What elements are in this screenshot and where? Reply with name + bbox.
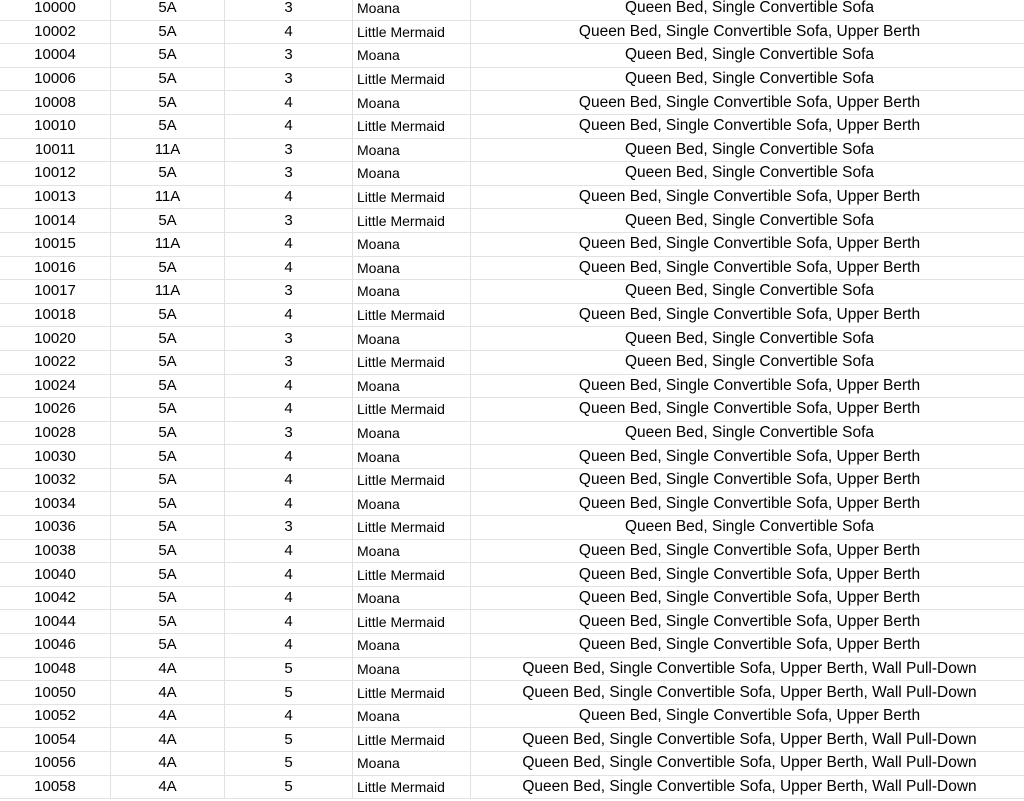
cell-cabin-number[interactable]: 10036 bbox=[0, 516, 111, 540]
table-row bbox=[0, 421, 1024, 445]
cell-occupancy[interactable]: 3 bbox=[225, 0, 353, 20]
cell-bedding[interactable]: Queen Bed, Single Convertible Sofa, Upper Berth bbox=[471, 445, 1024, 469]
cell-ship[interactable]: Moana bbox=[353, 445, 471, 469]
cell-occupancy[interactable]: 3 bbox=[225, 138, 353, 162]
cell-category[interactable]: 5A bbox=[111, 0, 225, 20]
cell-bedding[interactable]: Queen Bed, Single Convertible Sofa, Upper Berth, Wall Pull-Down bbox=[471, 728, 1024, 752]
cell-bedding[interactable]: Queen Bed, Single Convertible Sofa, Upper Berth bbox=[471, 232, 1024, 256]
cell-occupancy[interactable]: 5 bbox=[225, 681, 353, 705]
cell-occupancy[interactable]: 4 bbox=[225, 634, 353, 658]
cell-cabin-number[interactable]: 10030 bbox=[0, 445, 111, 469]
cell-category[interactable]: 5A bbox=[111, 610, 225, 634]
cell-occupancy[interactable]: 4 bbox=[225, 256, 353, 280]
cell-category[interactable]: 4A bbox=[111, 752, 225, 776]
cell-ship[interactable]: Little Mermaid bbox=[353, 209, 471, 233]
cell-category[interactable]: 5A bbox=[111, 445, 225, 469]
cell-ship[interactable]: Moana bbox=[353, 492, 471, 516]
table-row bbox=[0, 350, 1024, 374]
cell-occupancy[interactable]: 4 bbox=[225, 232, 353, 256]
cell-bedding[interactable]: Queen Bed, Single Convertible Sofa, Upper Berth, Wall Pull-Down bbox=[471, 657, 1024, 681]
cell-ship[interactable]: Moana bbox=[353, 374, 471, 398]
cell-cabin-number[interactable]: 10010 bbox=[0, 114, 111, 138]
cell-category[interactable]: 5A bbox=[111, 44, 225, 68]
cell-category[interactable]: 4A bbox=[111, 704, 225, 728]
cell-ship[interactable]: Little Mermaid bbox=[353, 303, 471, 327]
cell-category[interactable]: 5A bbox=[111, 350, 225, 374]
table-row bbox=[0, 303, 1024, 327]
cell-occupancy[interactable]: 3 bbox=[225, 44, 353, 68]
cell-category[interactable]: 5A bbox=[111, 91, 225, 115]
cell-ship[interactable]: Moana bbox=[353, 634, 471, 658]
cell-occupancy[interactable]: 4 bbox=[225, 398, 353, 422]
cell-occupancy[interactable]: 4 bbox=[225, 539, 353, 563]
cell-ship[interactable]: Moana bbox=[353, 586, 471, 610]
cell-bedding[interactable]: Queen Bed, Single Convertible Sofa bbox=[471, 162, 1024, 186]
cell-cabin-number[interactable]: 10014 bbox=[0, 209, 111, 233]
cell-bedding[interactable]: Queen Bed, Single Convertible Sofa, Upper Berth bbox=[471, 374, 1024, 398]
cell-cabin-number[interactable]: 10008 bbox=[0, 91, 111, 115]
cell-ship[interactable]: Moana bbox=[353, 327, 471, 351]
cell-ship[interactable]: Moana bbox=[353, 256, 471, 280]
table-row bbox=[0, 232, 1024, 256]
cell-cabin-number[interactable]: 10052 bbox=[0, 704, 111, 728]
table-row bbox=[0, 138, 1024, 162]
cell-occupancy[interactable]: 3 bbox=[225, 209, 353, 233]
table-row bbox=[0, 516, 1024, 540]
cell-cabin-number[interactable]: 10013 bbox=[0, 185, 111, 209]
cell-category[interactable]: 5A bbox=[111, 634, 225, 658]
cell-ship[interactable]: Moana bbox=[353, 232, 471, 256]
cell-ship[interactable]: Little Mermaid bbox=[353, 681, 471, 705]
cell-occupancy[interactable]: 3 bbox=[225, 350, 353, 374]
table-row bbox=[0, 185, 1024, 209]
table-row bbox=[0, 44, 1024, 68]
cell-category[interactable]: 5A bbox=[111, 398, 225, 422]
cell-bedding[interactable]: Queen Bed, Single Convertible Sofa bbox=[471, 280, 1024, 304]
cell-ship[interactable]: Moana bbox=[353, 539, 471, 563]
cell-ship[interactable]: Little Mermaid bbox=[353, 185, 471, 209]
cell-bedding[interactable]: Queen Bed, Single Convertible Sofa, Upper Berth bbox=[471, 185, 1024, 209]
cell-bedding[interactable]: Queen Bed, Single Convertible Sofa bbox=[471, 67, 1024, 91]
cell-cabin-number[interactable]: 10000 bbox=[0, 0, 111, 20]
cell-category[interactable]: 5A bbox=[111, 421, 225, 445]
cell-ship[interactable]: Little Mermaid bbox=[353, 350, 471, 374]
table-row bbox=[0, 468, 1024, 492]
cell-bedding[interactable]: Queen Bed, Single Convertible Sofa bbox=[471, 327, 1024, 351]
cell-ship[interactable]: Little Mermaid bbox=[353, 114, 471, 138]
cell-category[interactable]: 5A bbox=[111, 374, 225, 398]
cell-category[interactable]: 5A bbox=[111, 256, 225, 280]
cell-occupancy[interactable]: 4 bbox=[225, 468, 353, 492]
cell-cabin-number[interactable]: 10020 bbox=[0, 327, 111, 351]
cell-category[interactable]: 5A bbox=[111, 20, 225, 44]
cell-ship[interactable]: Moana bbox=[353, 44, 471, 68]
cell-ship[interactable]: Little Mermaid bbox=[353, 398, 471, 422]
cell-category[interactable]: 5A bbox=[111, 162, 225, 186]
cell-ship[interactable]: Moana bbox=[353, 138, 471, 162]
cell-bedding[interactable]: Queen Bed, Single Convertible Sofa, Upper Berth, Wall Pull-Down bbox=[471, 775, 1024, 799]
cell-occupancy[interactable]: 4 bbox=[225, 563, 353, 587]
cell-bedding[interactable]: Queen Bed, Single Convertible Sofa, Upper Berth bbox=[471, 468, 1024, 492]
cell-cabin-number[interactable]: 10015 bbox=[0, 232, 111, 256]
cell-category[interactable]: 5A bbox=[111, 327, 225, 351]
cell-bedding[interactable]: Queen Bed, Single Convertible Sofa, Upper Berth bbox=[471, 20, 1024, 44]
cell-occupancy[interactable]: 4 bbox=[225, 185, 353, 209]
table-row bbox=[0, 67, 1024, 91]
cell-occupancy[interactable]: 3 bbox=[225, 516, 353, 540]
cell-category[interactable]: 5A bbox=[111, 492, 225, 516]
cell-bedding[interactable]: Queen Bed, Single Convertible Sofa, Upper Berth bbox=[471, 398, 1024, 422]
table-row bbox=[0, 657, 1024, 681]
table-row bbox=[0, 610, 1024, 634]
cell-occupancy[interactable]: 4 bbox=[225, 374, 353, 398]
cell-cabin-number[interactable]: 10026 bbox=[0, 398, 111, 422]
cell-cabin-number[interactable]: 10024 bbox=[0, 374, 111, 398]
table-row bbox=[0, 634, 1024, 658]
cell-occupancy[interactable]: 4 bbox=[225, 586, 353, 610]
cell-occupancy[interactable]: 3 bbox=[225, 280, 353, 304]
cell-cabin-number[interactable]: 10022 bbox=[0, 350, 111, 374]
cell-ship[interactable]: Little Mermaid bbox=[353, 516, 471, 540]
cell-bedding[interactable]: Queen Bed, Single Convertible Sofa bbox=[471, 350, 1024, 374]
cell-bedding[interactable]: Queen Bed, Single Convertible Sofa bbox=[471, 0, 1024, 20]
cell-category[interactable]: 5A bbox=[111, 586, 225, 610]
cell-occupancy[interactable]: 3 bbox=[225, 162, 353, 186]
cell-cabin-number[interactable]: 10042 bbox=[0, 586, 111, 610]
cell-category[interactable]: 5A bbox=[111, 516, 225, 540]
table-row bbox=[0, 752, 1024, 776]
table-row bbox=[0, 681, 1024, 705]
cell-category[interactable]: 5A bbox=[111, 209, 225, 233]
table-row bbox=[0, 728, 1024, 752]
cell-cabin-number[interactable]: 10048 bbox=[0, 657, 111, 681]
table-row bbox=[0, 374, 1024, 398]
cell-bedding[interactable]: Queen Bed, Single Convertible Sofa, Upper Berth bbox=[471, 539, 1024, 563]
table-row bbox=[0, 327, 1024, 351]
cell-occupancy[interactable]: 5 bbox=[225, 752, 353, 776]
cell-ship[interactable]: Moana bbox=[353, 704, 471, 728]
cell-bedding[interactable]: Queen Bed, Single Convertible Sofa, Upper Berth bbox=[471, 634, 1024, 658]
cell-bedding[interactable]: Queen Bed, Single Convertible Sofa, Upper Berth bbox=[471, 492, 1024, 516]
cell-ship[interactable]: Little Mermaid bbox=[353, 468, 471, 492]
cell-bedding[interactable]: Queen Bed, Single Convertible Sofa, Upper Berth bbox=[471, 303, 1024, 327]
cell-category[interactable]: 5A bbox=[111, 303, 225, 327]
cell-bedding[interactable]: Queen Bed, Single Convertible Sofa, Upper Berth bbox=[471, 704, 1024, 728]
table-row bbox=[0, 586, 1024, 610]
cell-category[interactable]: 5A bbox=[111, 67, 225, 91]
cell-category[interactable]: 4A bbox=[111, 728, 225, 752]
cell-ship[interactable]: Little Mermaid bbox=[353, 563, 471, 587]
cell-bedding[interactable]: Queen Bed, Single Convertible Sofa, Upper Berth, Wall Pull-Down bbox=[471, 752, 1024, 776]
cell-cabin-number[interactable]: 10032 bbox=[0, 468, 111, 492]
cell-category[interactable]: 5A bbox=[111, 539, 225, 563]
cell-occupancy[interactable]: 3 bbox=[225, 67, 353, 91]
cell-category[interactable]: 11A bbox=[111, 280, 225, 304]
cell-bedding[interactable]: Queen Bed, Single Convertible Sofa, Upper Berth bbox=[471, 586, 1024, 610]
cell-bedding[interactable]: Queen Bed, Single Convertible Sofa, Upper Berth bbox=[471, 563, 1024, 587]
table-row bbox=[0, 398, 1024, 422]
cell-cabin-number[interactable]: 10017 bbox=[0, 280, 111, 304]
cell-bedding[interactable]: Queen Bed, Single Convertible Sofa, Upper Berth bbox=[471, 610, 1024, 634]
cell-category[interactable]: 4A bbox=[111, 775, 225, 799]
cell-occupancy[interactable]: 5 bbox=[225, 728, 353, 752]
cell-category[interactable]: 11A bbox=[111, 138, 225, 162]
cell-ship[interactable]: Little Mermaid bbox=[353, 610, 471, 634]
cell-ship[interactable]: Little Mermaid bbox=[353, 20, 471, 44]
table-row bbox=[0, 256, 1024, 280]
cell-ship[interactable]: Little Mermaid bbox=[353, 67, 471, 91]
cell-occupancy[interactable]: 5 bbox=[225, 775, 353, 799]
table-row bbox=[0, 492, 1024, 516]
table-row bbox=[0, 209, 1024, 233]
cell-ship[interactable]: Moana bbox=[353, 421, 471, 445]
cell-occupancy[interactable]: 5 bbox=[225, 657, 353, 681]
cell-ship[interactable]: Little Mermaid bbox=[353, 775, 471, 799]
table-row bbox=[0, 0, 1024, 20]
cell-bedding[interactable]: Queen Bed, Single Convertible Sofa bbox=[471, 44, 1024, 68]
cell-occupancy[interactable]: 4 bbox=[225, 704, 353, 728]
cell-occupancy[interactable]: 3 bbox=[225, 421, 353, 445]
cell-category[interactable]: 5A bbox=[111, 114, 225, 138]
cell-category[interactable]: 5A bbox=[111, 468, 225, 492]
table-row bbox=[0, 91, 1024, 115]
cell-cabin-number[interactable]: 10018 bbox=[0, 303, 111, 327]
cell-category[interactable]: 11A bbox=[111, 185, 225, 209]
table-row bbox=[0, 775, 1024, 799]
cell-cabin-number[interactable]: 10044 bbox=[0, 610, 111, 634]
cell-ship[interactable]: Moana bbox=[353, 91, 471, 115]
cell-bedding[interactable]: Queen Bed, Single Convertible Sofa, Upper Berth, Wall Pull-Down bbox=[471, 681, 1024, 705]
cell-category[interactable]: 4A bbox=[111, 657, 225, 681]
cell-occupancy[interactable]: 4 bbox=[225, 445, 353, 469]
cell-cabin-number[interactable]: 10011 bbox=[0, 138, 111, 162]
cell-cabin-number[interactable]: 10012 bbox=[0, 162, 111, 186]
cell-bedding[interactable]: Queen Bed, Single Convertible Sofa bbox=[471, 421, 1024, 445]
cell-cabin-number[interactable]: 10054 bbox=[0, 728, 111, 752]
cell-occupancy[interactable]: 4 bbox=[225, 492, 353, 516]
cell-cabin-number[interactable]: 10050 bbox=[0, 681, 111, 705]
table-row bbox=[0, 704, 1024, 728]
cell-bedding[interactable]: Queen Bed, Single Convertible Sofa, Upper Berth bbox=[471, 114, 1024, 138]
cell-ship[interactable]: Moana bbox=[353, 752, 471, 776]
cell-ship[interactable]: Moana bbox=[353, 162, 471, 186]
table-row bbox=[0, 280, 1024, 304]
cell-cabin-number[interactable]: 10040 bbox=[0, 563, 111, 587]
cell-occupancy[interactable]: 4 bbox=[225, 91, 353, 115]
cell-category[interactable]: 5A bbox=[111, 563, 225, 587]
cell-bedding[interactable]: Queen Bed, Single Convertible Sofa bbox=[471, 209, 1024, 233]
cell-cabin-number[interactable]: 10006 bbox=[0, 67, 111, 91]
table-row bbox=[0, 539, 1024, 563]
cell-bedding[interactable]: Queen Bed, Single Convertible Sofa, Upper Berth bbox=[471, 256, 1024, 280]
cell-category[interactable]: 4A bbox=[111, 681, 225, 705]
cell-ship[interactable]: Moana bbox=[353, 657, 471, 681]
cell-cabin-number[interactable]: 10002 bbox=[0, 20, 111, 44]
cell-cabin-number[interactable]: 10058 bbox=[0, 775, 111, 799]
cell-occupancy[interactable]: 3 bbox=[225, 327, 353, 351]
cell-ship[interactable]: Moana bbox=[353, 280, 471, 304]
cell-occupancy[interactable]: 4 bbox=[225, 303, 353, 327]
table-row bbox=[0, 162, 1024, 186]
table-row bbox=[0, 445, 1024, 469]
table-row bbox=[0, 114, 1024, 138]
cell-occupancy[interactable]: 4 bbox=[225, 20, 353, 44]
cell-cabin-number[interactable]: 10046 bbox=[0, 634, 111, 658]
cell-cabin-number[interactable]: 10004 bbox=[0, 44, 111, 68]
cell-bedding[interactable]: Queen Bed, Single Convertible Sofa bbox=[471, 138, 1024, 162]
cell-occupancy[interactable]: 4 bbox=[225, 610, 353, 634]
cell-cabin-number[interactable]: 10038 bbox=[0, 539, 111, 563]
cell-cabin-number[interactable]: 10016 bbox=[0, 256, 111, 280]
cell-category[interactable]: 11A bbox=[111, 232, 225, 256]
cell-cabin-number[interactable]: 10056 bbox=[0, 752, 111, 776]
cell-ship[interactable]: Little Mermaid bbox=[353, 728, 471, 752]
cell-cabin-number[interactable]: 10034 bbox=[0, 492, 111, 516]
table-row bbox=[0, 20, 1024, 44]
cell-ship[interactable]: Moana bbox=[353, 0, 471, 20]
cell-occupancy[interactable]: 4 bbox=[225, 114, 353, 138]
table-row bbox=[0, 563, 1024, 587]
cell-bedding[interactable]: Queen Bed, Single Convertible Sofa, Upper Berth bbox=[471, 91, 1024, 115]
cell-bedding[interactable]: Queen Bed, Single Convertible Sofa bbox=[471, 516, 1024, 540]
cell-cabin-number[interactable]: 10028 bbox=[0, 421, 111, 445]
